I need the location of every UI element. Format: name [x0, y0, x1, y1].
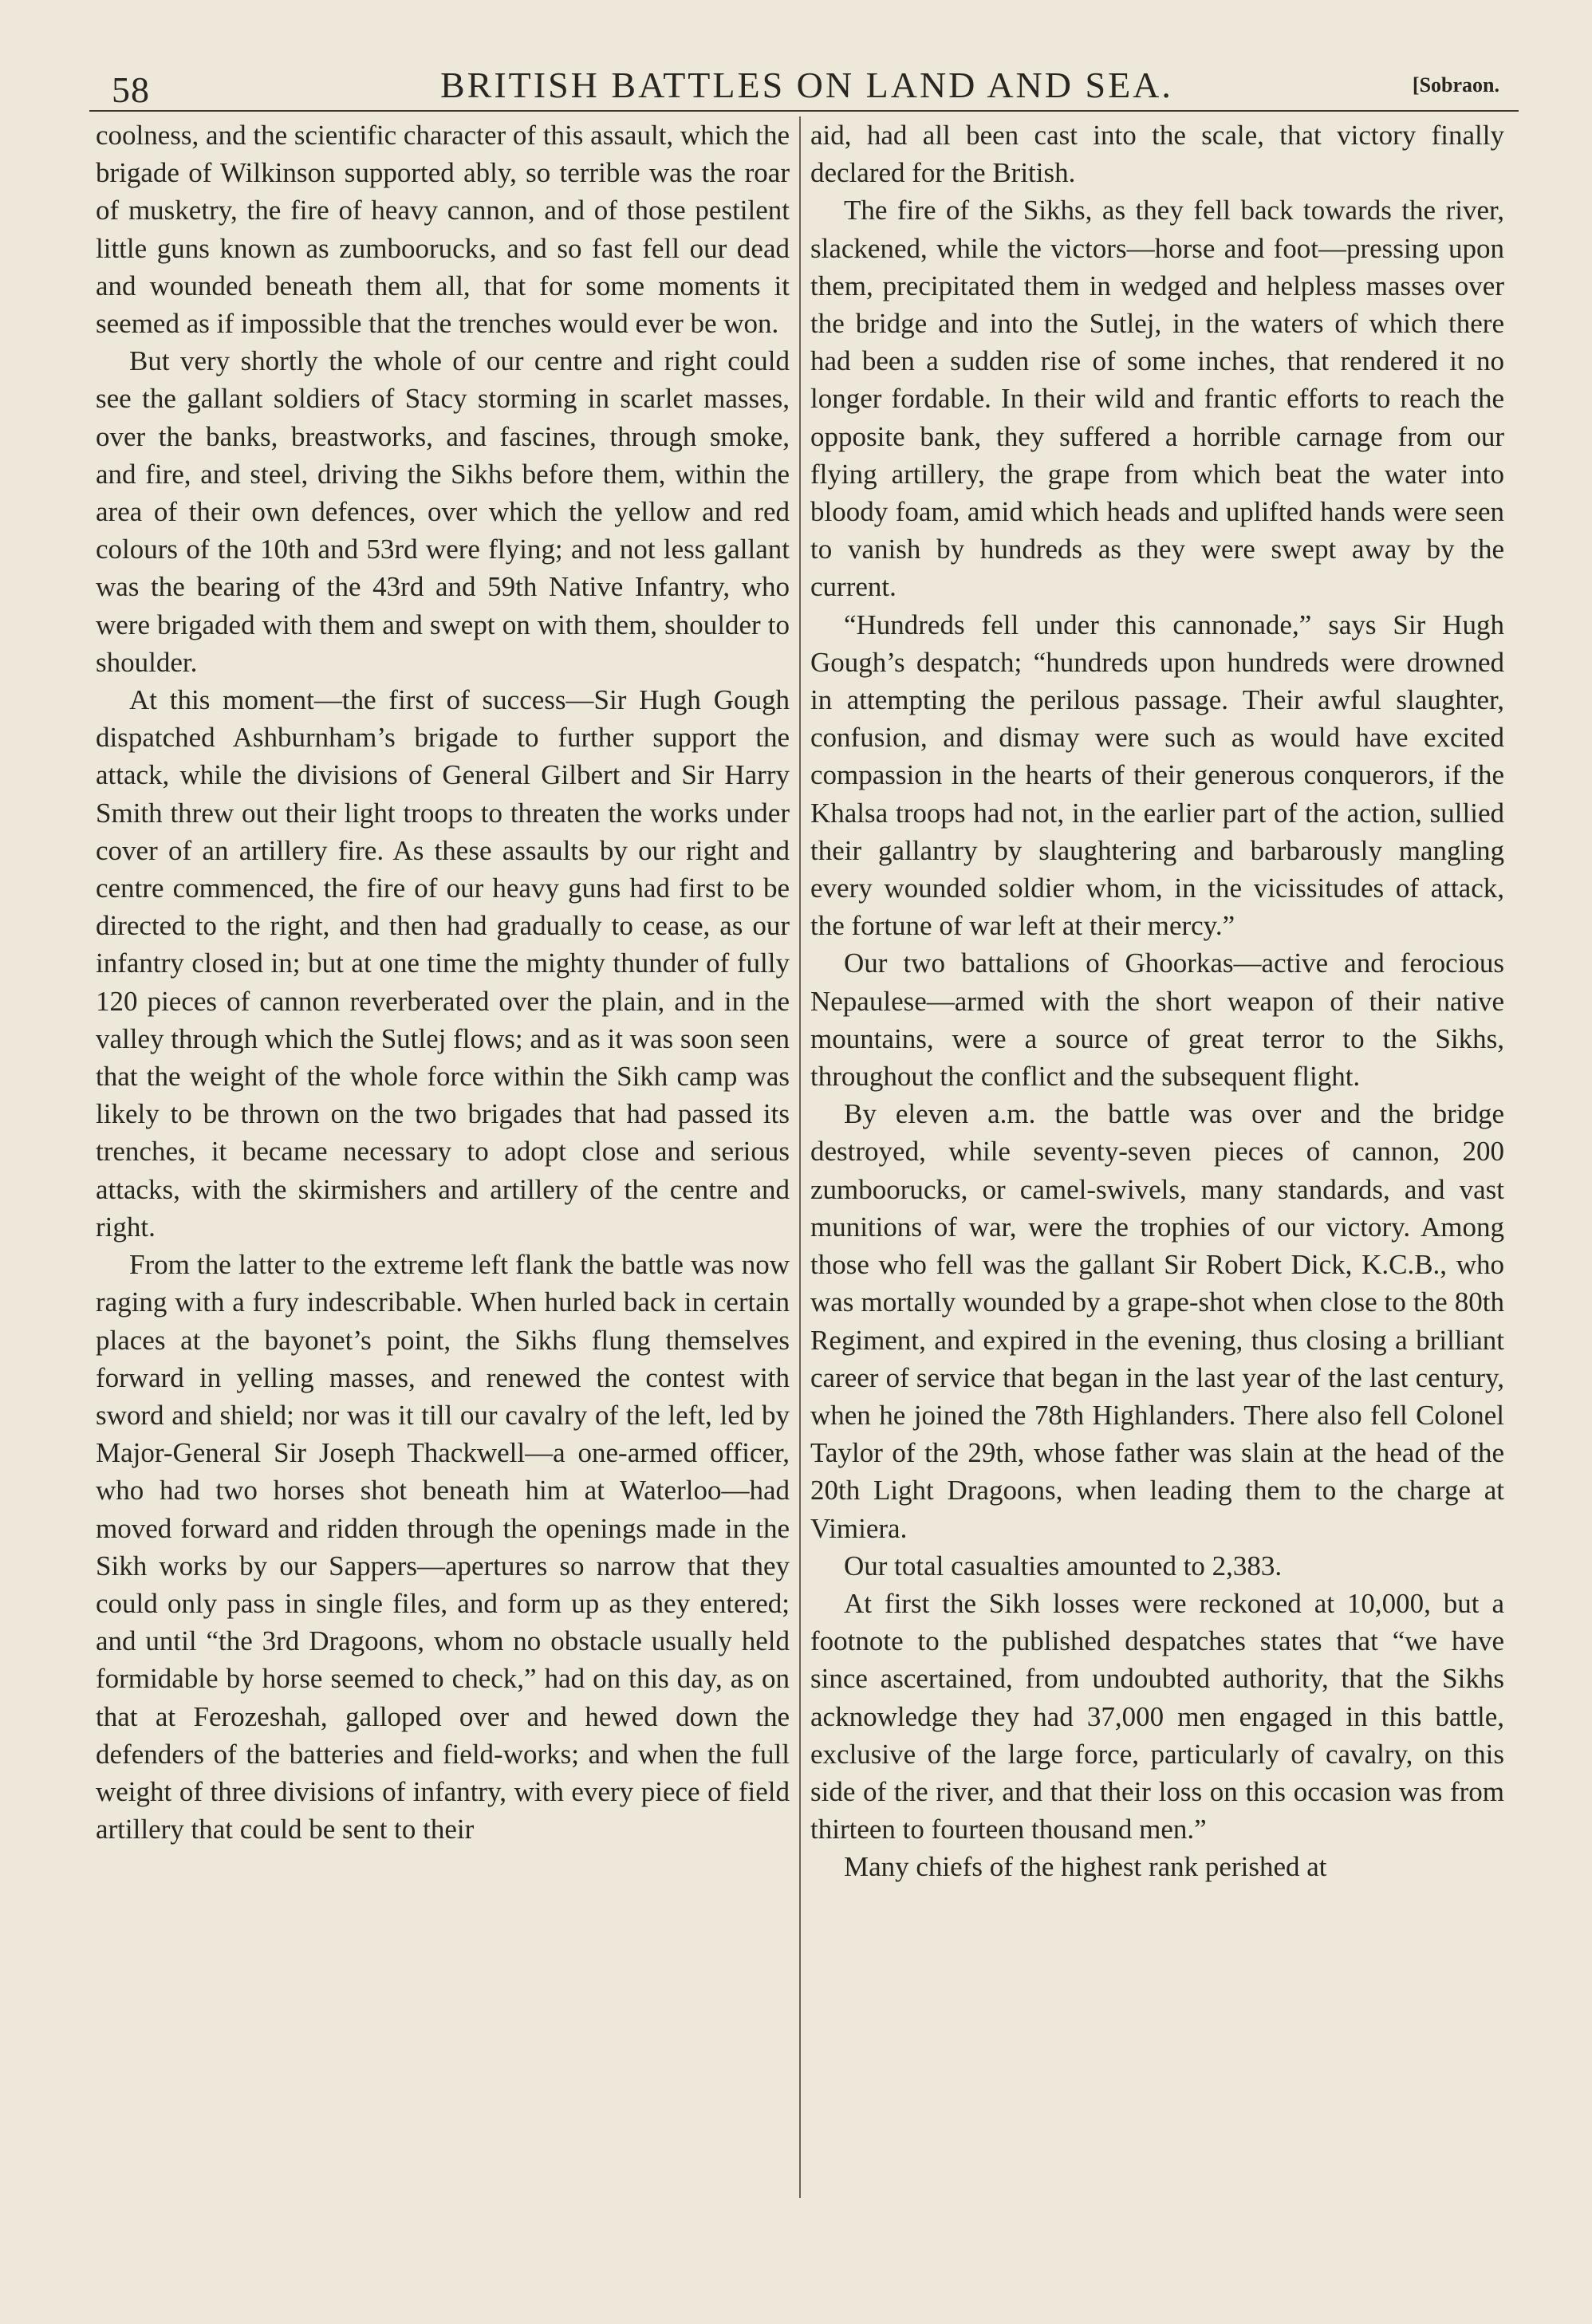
section-tag: [Sobraon. [1412, 73, 1499, 97]
left-column [96, 116, 790, 1848]
paragraph: coolness, and the scientific character of this assault, which the brigade of Wilkinson supported ably, so terrible was the roar of musketry, the fire of heavy cannon, and of those pestilent little guns known as zumboorucks, and so fast fell our dead and wounded beneath them all, that for some moments it seemed as if impossible that the trenches would ever be won. [96, 120, 790, 340]
paragraph: aid, had all been cast into the scale, that victory finally declared for the British. [810, 120, 1504, 189]
column-divider [799, 116, 801, 2198]
page-number: 58 [112, 69, 150, 110]
paragraph: At this moment—the first of success—Sir Hugh Gough dispatched Ashburnham’s brigade to further support the attack, while the divisions of General Gilbert and Sir Harry Smith threw out their light troops to threaten the works under cover of an artillery fire. As these assaults by our right and centre commenced, the fire of our heavy guns had first to be directed to the right, and then had gradually to cease, as our infantry closed in; but at one time the mighty thunder of fully 120 pieces of cannon reverberated over the plain, and in the valley through which the Sutlej flows; and as it was soon seen that the weight of the whole force within the Sikh camp was likely to be thrown on the two brigades that had passed its trenches, it became necessary to adopt close and serious attacks, with the skirmishers and artillery of the centre and right. [96, 684, 790, 1243]
paragraph: Many chiefs of the highest rank perished at [844, 1851, 1327, 1883]
paragraph: Our total casualties amounted to 2,383. [844, 1550, 1283, 1582]
right-column [810, 116, 1504, 1886]
paragraph: From the latter to the extreme left flank the battle was now raging with a fury indescribable. When hurled back in certain places at the bayonet’s point, the Sikhs flung themselves forward in yelling masses, and renewed the contest with sword and shield; nor was it till our cavalry of the left, led by Major-General Sir Joseph Thackwell—a one-armed officer, who had two horses shot beneath him at Waterloo—had moved forward and ridden through the openings made in the Sikh works by our Sappers—apertures so narrow that they could only pass in single files, and form up as they entered; and until “the 3rd Dragoons, whom no obstacle usually held formidable by horse seemed to check,” had on this day, as on that at Ferozeshah, galloped over and hewed down the defenders of the batteries and field-works; and when the full weight of three divisions of infantry, with every piece of field artillery that could be sent to their [96, 1249, 790, 1845]
paragraph: “Hundreds fell under this cannonade,” says Sir Hugh Gough’s despatch; “hundreds upon hundreds were drowned in attempting the perilous passage. Their awful slaughter, confusion, and dismay were such as would have excited compassion in the hearts of their generous conquerors, if the Khalsa troops had not, in the earlier part of the action, sullied their gallantry by slaughtering and barbarously mangling every wounded soldier whom, in the vicissitudes of attack, the fortune of war left at their mercy.” [810, 609, 1504, 942]
running-title: BRITISH BATTLES ON LAND AND SEA. [440, 65, 1173, 105]
paragraph: But very shortly the whole of our centre and right could see the gallant soldiers of Stacy storming in scarlet masses, over the banks, breastworks, and fascines, through smoke, and fire, and steel, driving the Sikhs before them, within the area of their own defences, over which the yellow and red colours of the 10th and 53rd were flying; and not less gallant was the bearing of the 43rd and 59th Native Infantry, who were brigaded with them and swept on with them, shoulder to shoulder. [96, 345, 790, 678]
paragraph: Our two battalions of Ghoorkas—active and ferocious Nepaulese—armed with the short weapon of their native mountains, were a source of great terror to the Sikhs, throughout the conflict and the subsequent flight. [810, 947, 1504, 1093]
paragraph: At first the Sikh losses were reckoned at 10,000, but a footnote to the published despatches states that “we have since ascertained, from undoubted authority, that the Sikhs acknowledge they had 37,000 men engaged in this battle, exclusive of the large force, particularly of cavalry, on this side of the river, and that their loss on this occasion was from thirteen to fourteen thousand men.” [810, 1587, 1504, 1845]
paragraph: By eleven a.m. the battle was over and the bridge destroyed, while seventy-seven pieces of cannon, 200 zumboorucks, or camel-swivels, many standards, and vast munitions of war, were the trophies of our victory. Among those who fell was the gallant Sir Robert Dick, K.C.B., who was mortally wounded by a grape-shot when close to the 80th Regiment, and expired in the evening, thus closing a brilliant career of service that began in the last year of the last century, when he joined the 78th Highlanders. There also fell Colonel Taylor of the 29th, whose father was slain at the head of the 20th Light Dragoons, when leading them to the charge at Vimiera. [810, 1098, 1504, 1544]
paragraph: The fire of the Sikhs, as they fell back towards the river, slackened, while the victors—horse and foot—pressing upon them, precipitated them in wedged and helpless masses over the bridge and into the Sutlej, in the waters of which there had been a sudden rise of some inches, that rendered it no longer fordable. In their wild and frantic efforts to reach the opposite bank, they suffered a horrible carnage from our flying artillery, the grape from which beat the water into bloody foam, amid which heads and uplifted hands were seen to vanish by hundreds as they were swept away by the current. [810, 195, 1504, 603]
page-header [89, 54, 1519, 110]
header-rule [89, 110, 1519, 112]
